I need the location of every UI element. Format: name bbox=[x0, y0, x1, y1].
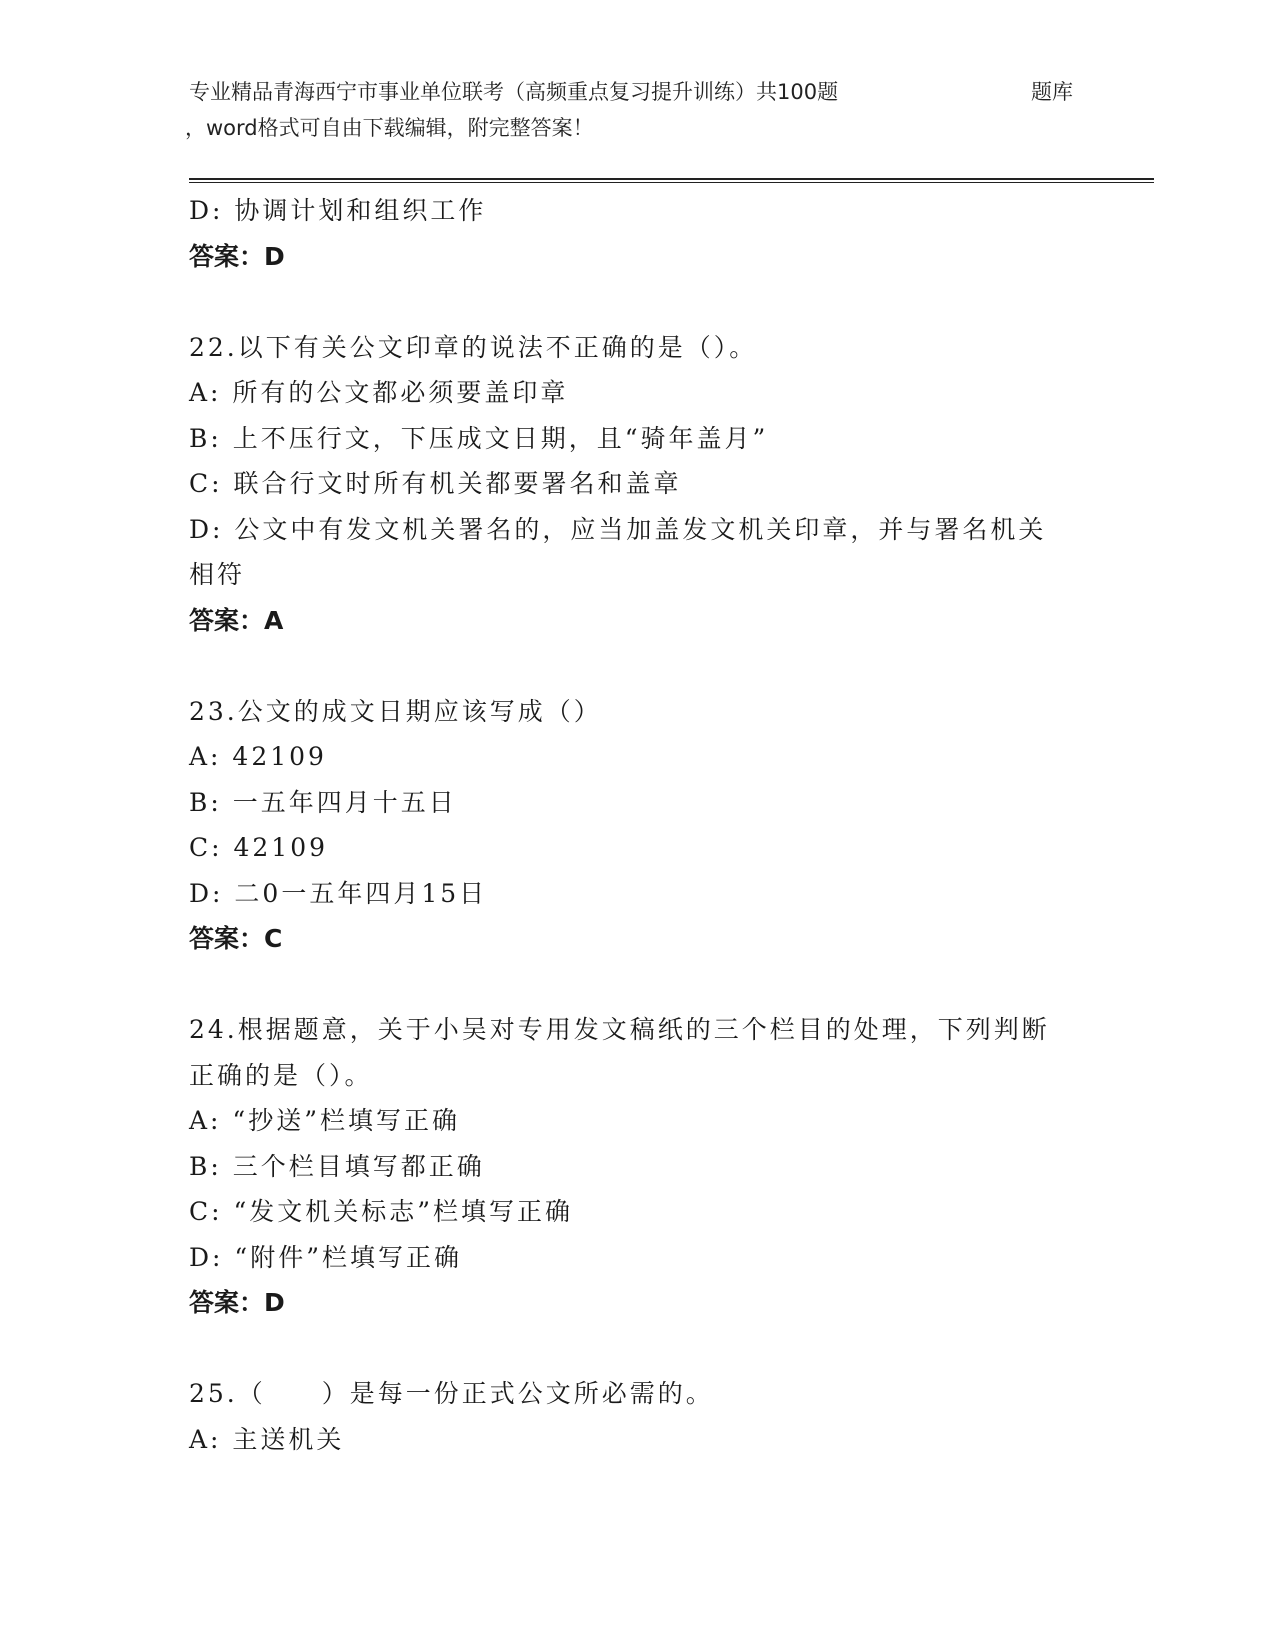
option-a: A: 主送机关 bbox=[189, 1424, 345, 1454]
option-a: A: 所有的公文都必须要盖印章 bbox=[189, 378, 569, 407]
option-c: C: 联合行文时所有机关都要署名和盖章 bbox=[189, 469, 682, 498]
question-block bbox=[189, 1371, 1089, 1462]
page-header bbox=[185, 74, 1089, 146]
header-title-suffix: 题库 bbox=[1031, 80, 1073, 104]
option-d: D: 公文中有发文机关署名的，应当加盖发文机关印章，并与署名机关 bbox=[189, 514, 1047, 544]
question-stem: 24.根据题意，关于小吴对专用发文稿纸的三个栏目的处理，下列判断 bbox=[189, 1015, 1050, 1044]
question-stem: 23.公文的成文日期应该写成（） bbox=[189, 696, 602, 726]
question-list bbox=[189, 188, 1089, 1462]
spacer bbox=[189, 643, 1089, 689]
option-c: C: “发文机关标志”栏填写正确 bbox=[189, 1197, 574, 1226]
option-b: B: 上不压行文，下压成文日期，且“骑年盖月” bbox=[189, 423, 769, 453]
option-d: D: 协调计划和组织工作 bbox=[189, 196, 487, 225]
spacer bbox=[189, 1326, 1089, 1372]
question-block bbox=[189, 325, 1089, 644]
answer-line: 答案：A bbox=[189, 605, 284, 635]
question-block bbox=[189, 188, 1089, 279]
question-block bbox=[189, 689, 1089, 962]
option-a: A: 42109 bbox=[189, 742, 327, 771]
option-c: C: 42109 bbox=[189, 833, 329, 862]
spacer bbox=[189, 279, 1089, 325]
question-stem: 25.（ ）是每一份正式公文所必需的。 bbox=[189, 1379, 714, 1408]
header-title-line bbox=[189, 74, 1089, 110]
question-stem-continued: 正确的是（）。 bbox=[189, 1060, 373, 1090]
header-subtitle: ，word格式可自由下载编辑，附完整答案！ bbox=[185, 116, 594, 140]
option-b: B: 三个栏目填写都正确 bbox=[189, 1151, 485, 1181]
option-b: B: 一五年四月十五日 bbox=[189, 787, 457, 817]
answer-line: 答案：D bbox=[189, 1288, 285, 1317]
question-stem: 22.以下有关公文印章的说法不正确的是（）。 bbox=[189, 332, 758, 362]
answer-line: 答案：D bbox=[189, 241, 285, 271]
spacer bbox=[189, 962, 1089, 1008]
question-block bbox=[189, 1007, 1089, 1326]
answer-line: 答案：C bbox=[189, 924, 283, 953]
option-d: D: 二0一五年四月15日 bbox=[189, 878, 488, 908]
option-d: D: “附件”栏填写正确 bbox=[189, 1242, 462, 1272]
option-d-continued: 相符 bbox=[189, 560, 246, 589]
header-title: 专业精品青海西宁市事业单位联考（高频重点复习提升训练）共100题 bbox=[189, 80, 839, 104]
option-a: A: “抄送”栏填写正确 bbox=[189, 1106, 460, 1135]
header-divider bbox=[189, 178, 1154, 183]
